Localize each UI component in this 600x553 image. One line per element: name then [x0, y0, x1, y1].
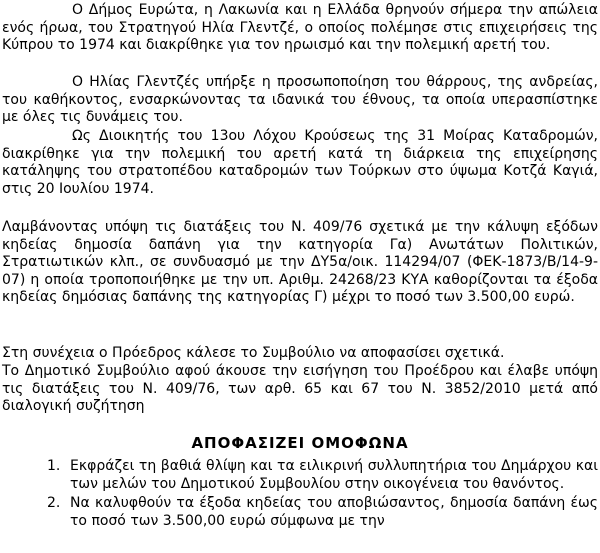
decision-list [0, 458, 600, 530]
decision-text: Να καλυφθούν τα έξοδα κηδείας του αποβιώσαντος, δημοσία δαπάνη έως το ποσό των 3.500,00 ευρώ σύμφωνα με την [70, 495, 598, 529]
paragraph-council-consideration: Το Δημοτικό Συμβούλιο αφού άκουσε την εισήγηση του Προέδρου και έλαβε υπόψη τις διατάξεις του Ν. 409/76, των αρθ. 65 και 67 του Ν. 3852/2010 μετά από διαλογική συζήτηση [2, 363, 598, 415]
decision-item [0, 458, 600, 493]
paragraph-command: Ως Διοικητής του 13ου Λόχου Κρούσεως της 31 Μοίρας Καταδρομών, διακρίθηκε για την πολεμική του αρετή κατά τη διάρκεια της επιχείρησης κατάληψης του στρατοπέδου καταδρομών των Τούρκων στο ύψωμα Κοτζά Καγιά, στις 20 Ιουλίου 1974. [2, 128, 598, 197]
paragraph-president-call: Στη συνέχεια ο Πρόεδρος κάλεσε το Συμβούλιο να αποφασίσει σχετικά. [2, 345, 505, 361]
decision-number: 1. [47, 458, 61, 474]
decision-text: Εκφράζει τη βαθιά θλίψη και τα ειλικρινή συλλυπητήρια του Δημάρχου και των μελών του Δημοτικού Συμβουλίου στην οικογένεια του θανόντος. [70, 458, 598, 492]
paragraph-character: Ο Ηλίας Γλεντζές υπήρξε η προσωποποίηση του θάρρους, της ανδρείας, του καθήκοντος, ενσαρκώνοντας τα ιδανικά του έθνους, τα οποία υπερασπίστηκε με όλες τις δυνάμεις του. [2, 74, 598, 126]
paragraph-mourning: Ο Δήμος Ευρώτα, η Λακωνία και η Ελλάδα θρηνούν σήμερα την απώλεια ενός ήρωα, του Στρατηγού Ηλία Γλεντζέ, ο οποίος πολέμησε στις επιχειρήσεις της Κύπρου το 1974 και διακρίθηκε για τον ηρωισμό και την πολεμική αρετή του. [2, 2, 598, 54]
paragraph-legal-basis: Λαμβάνοντας υπόψη τις διατάξεις του Ν. 409/76 σχετικά με την κάλυψη εξόδων κηδείας δημοσία δαπάνη για την κατηγορία Γα) Ανωτάτων Πολιτικών, Στρατιωτικών κλπ., σε συνδυασμό με την ΔΥ5α/οικ. 114294/07 (ΦΕΚ-1873/Β/14-9-07) η οποία τροποποιήθηκε με την υπ. Αριθμ. 24268/23 ΚΥΑ καθορίζονται τα έξοδα κηδείας δημόσιας δαπάνης της κατηγορίας Γ) μέχρι το ποσό των 3.500,00 ευρώ. [2, 219, 598, 306]
decision-item [0, 495, 600, 530]
decision-number: 2. [47, 495, 61, 512]
decision-heading: ΑΠΟΦΑΣΙΖΕΙ ΟΜΟΦΩΝΑ [191, 434, 409, 452]
